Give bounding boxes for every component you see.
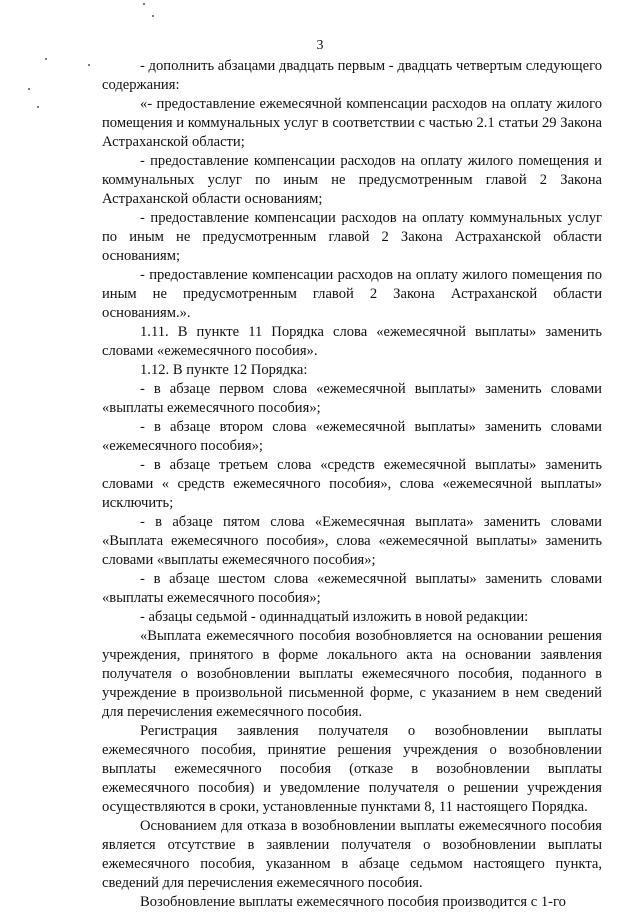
scan-speck [143, 3, 145, 5]
paragraph-housing-compensation: - предоставление компенсации расходов на оплату жилого помещения по иным не предусмотренным главой 2 Закона Астраханской области основаниям.». [102, 267, 602, 321]
paragraph-clause-1-11: 1.11. В пункте 11 Порядка слова «ежемесячной выплаты» заменить словами «ежемесячного пособия». [102, 324, 602, 359]
paragraph-fifth-abzac: - в абзаце пятом слова «Ежемесячная выплата» заменить словами «Выплата ежемесячного пособия», слова «ежемесячной выплаты» заменить словами «выплаты ежемесячного пособия»; [102, 514, 602, 568]
paragraph-clause-1-12: 1.12. В пункте 12 Порядка: [140, 362, 308, 378]
document-body [102, 57, 602, 912]
paragraph-first-abzac: - в абзаце первом слова «ежемесячной выплаты» заменить словами «выплаты ежемесячного пособия»; [102, 381, 602, 416]
scan-speck [88, 64, 90, 66]
paragraph-resumption-date: Возобновление выплаты ежемесячного пособия производится с 1-го [140, 894, 566, 910]
paragraph-utilities-compensation: - предоставление компенсации расходов на оплату коммунальных услуг по иным не предусмотренным главой 2 Закона Астраханской области основаниям; [102, 210, 602, 264]
paragraph-new-edition: - абзацы седьмой - одиннадцатый изложить в новой редакции: [140, 609, 529, 625]
paragraph-registration: Регистрация заявления получателя о возобновлении выплаты ежемесячного пособия, принятие решения учреждения о возобновлении выплаты ежемесячного пособия (отказе в возобновлении выплаты ежемесячного пособия) и уведомление получателя о решении учреждения осуществляются в сроки, установленные пунктами 8, 11 настоящего Порядка. [102, 723, 602, 815]
paragraph-resumption: «Выплата ежемесячного пособия возобновляется на основании решения учреждения, принятого в форме локального акта на основании заявления получателя о возобновлении выплаты ежемесячного пособия, поданного в учреждение в произвольной письменной форме, с указанием в нем сведений для перечисления ежемесячного пособия. [102, 628, 602, 720]
scan-speck [45, 58, 47, 60]
paragraph-second-abzac: - в абзаце втором слова «ежемесячной выплаты» заменить словами «ежемесячного пособия»; [102, 419, 602, 454]
paragraph-supplement-intro: - дополнить абзацами двадцать первым - двадцать четвертым следующего содержания: [102, 58, 602, 93]
paragraph-third-abzac: - в абзаце третьем слова «средств ежемесячной выплаты» заменить словами « средств ежемесячного пособия», слова «ежемесячной выплаты» исключить; [102, 457, 602, 511]
paragraph-sixth-abzac: - в абзаце шестом слова «ежемесячной выплаты» заменить словами «выплаты ежемесячного пособия»; [102, 571, 602, 606]
page-number: 3 [316, 38, 324, 53]
scan-speck [28, 88, 30, 90]
scan-speck [37, 106, 39, 108]
paragraph-refusal-grounds: Основанием для отказа в возобновлении выплаты ежемесячного пособия является отсутствие в заявлении получателя о возобновлении выплаты ежемесячного пособия, указанном в абзаце седьмом настоящего пункта, сведений для перечисления ежемесячного пособия. [102, 818, 602, 891]
paragraph-housing-utilities-compensation: - предоставление компенсации расходов на оплату жилого помещения и коммунальных услуг по иным не предусмотренным главой 2 Закона Астраханской области основаниям; [102, 153, 602, 207]
scan-speck [152, 15, 154, 17]
paragraph-monthly-compensation: «- предоставление ежемесячной компенсации расходов на оплату жилого помещения и коммунальных услуг в соответствии с частью 2.1 статьи 29 Закона Астраханской области; [102, 96, 602, 150]
